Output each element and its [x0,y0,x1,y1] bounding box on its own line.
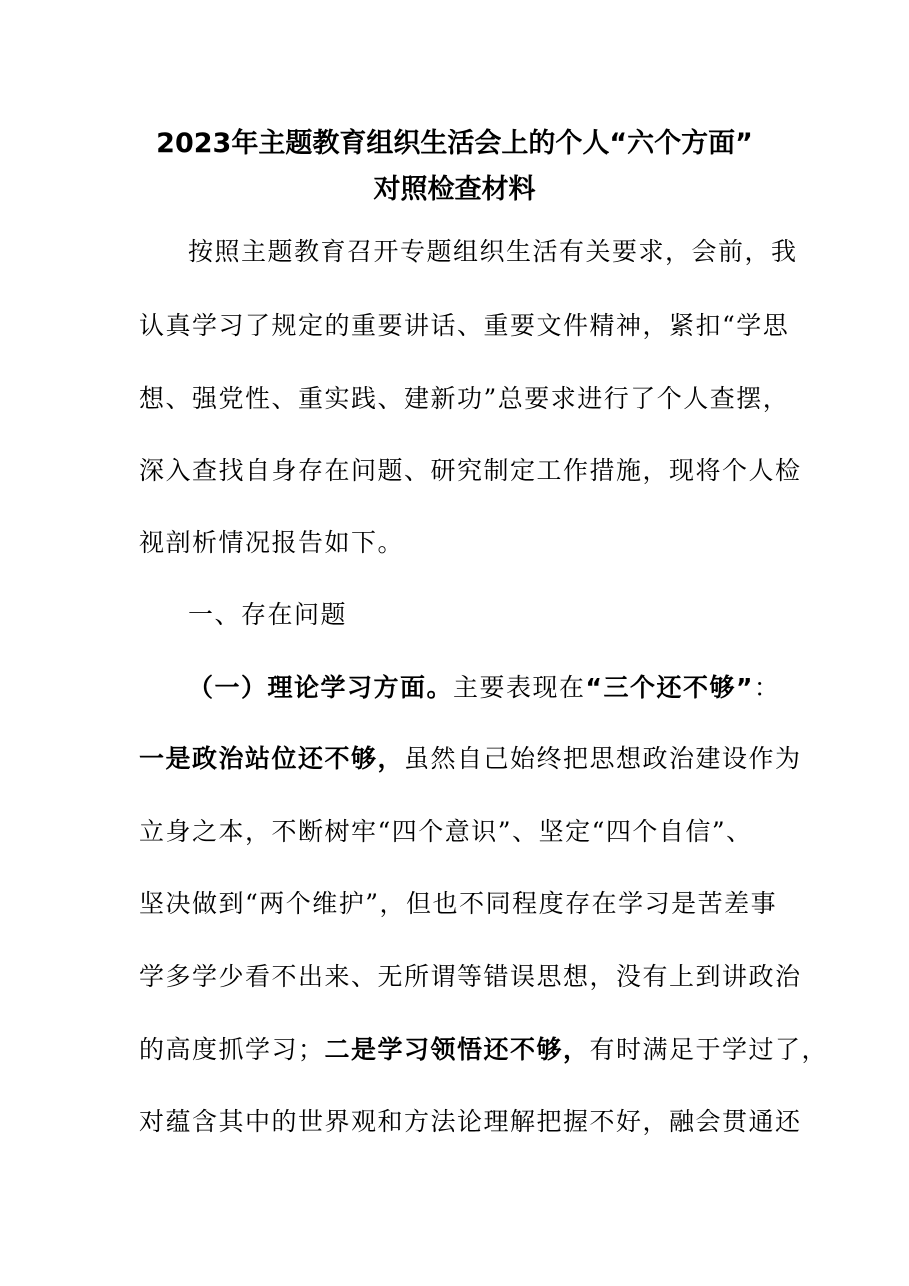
intro-line-2: 认真学习了规定的重要讲话、重要文件精神，紧扣“学思 [139,311,790,340]
document-title-line-2: 对照检查材料 [373,174,536,205]
para-line-3: 坚决做到“两个维护”，但也不同程度存在学习是苦差事 [139,889,778,918]
section-heading-problems: 一、存在问题 [188,600,348,629]
para-line-5-text: 的高度抓学习； [139,1035,325,1064]
subsection-heading-theory-study [188,672,828,704]
para-line-4: 学多学少看不出来、无所谓等错误思想，没有上到讲政治 [139,962,802,991]
intro-line-1: 按照主题教育召开专题组织生活有关要求，会前，我 [188,237,798,266]
intro-line-4: 深入查找自身存在问题、研究制定工作措施，现将个人检 [139,456,802,485]
para-line-5-tail: 有时满足于学过了， [589,1035,829,1064]
para-line-2: 立身之本，不断树牢“四个意识”、坚定“四个自信”、 [139,817,753,846]
subsection-heading-bold-quote: “三个还不够” [585,673,754,702]
subsection-heading-text: 主要表现在 [453,673,586,702]
intro-line-5: 视剖析情况报告如下。 [139,528,405,557]
para-line-6: 对蕴含其中的世界观和方法论理解把握不好，融会贯通还 [139,1107,802,1136]
para-point-1-label: 一是政治站位还不够， [139,744,405,773]
intro-line-3: 想、强党性、重实践、建新功”总要求进行了个人查摆， [139,384,790,413]
para-point-2-label: 二是学习领悟还不够， [324,1035,590,1064]
subsection-heading-tail: ： [753,673,781,702]
para-line-1 [139,743,802,775]
subsection-heading-bold: （一）理论学习方面。 [188,673,454,702]
para-line-5 [139,1034,829,1066]
para-line-1-text: 虽然自己始终把思想政治建设作为 [404,744,802,773]
document-title-line-1: 2023年主题教育组织生活会上的个人“六个方面” [156,128,753,159]
